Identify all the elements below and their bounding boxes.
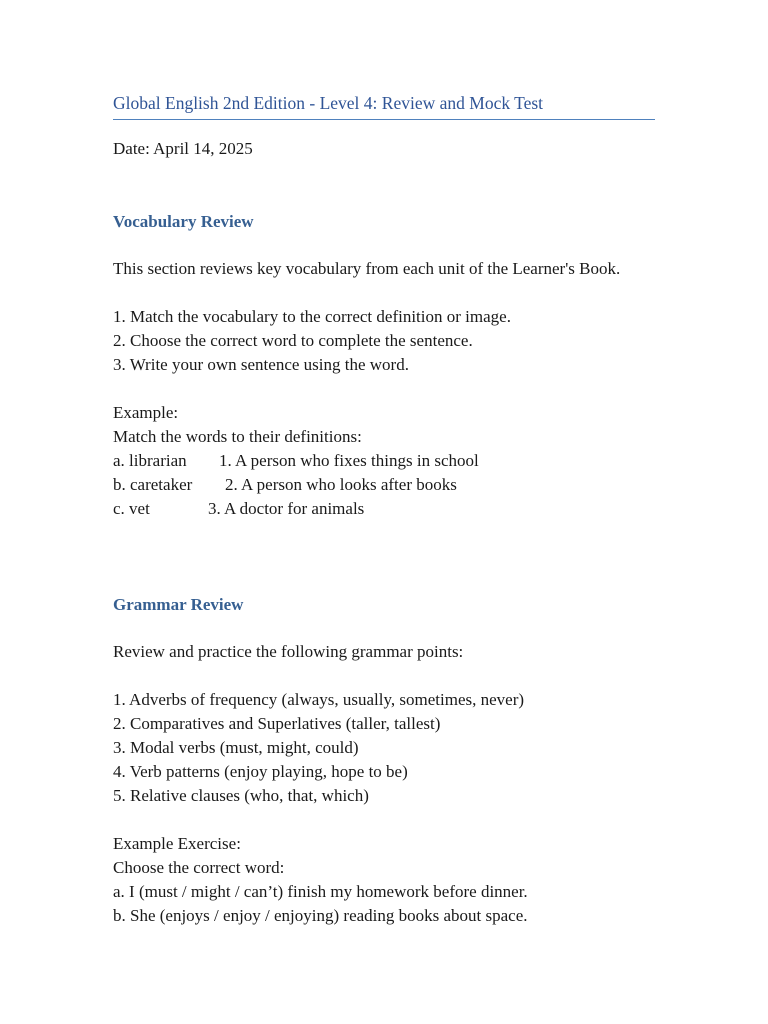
- list-item: 4. Verb patterns (enjoy playing, hope to be): [113, 762, 408, 781]
- example-label: Example Exercise:: [113, 834, 241, 853]
- list-item: 1. Match the vocabulary to the correct definition or image.: [113, 307, 511, 326]
- example-label: Example:: [113, 403, 179, 422]
- document-title: Global English 2nd Edition - Level 4: Review and Mock Test: [113, 90, 655, 120]
- grammar-review-heading: Grammar Review: [113, 595, 244, 614]
- list-item: 3. Modal verbs (must, might, could): [113, 738, 359, 757]
- exercise-item: a. I (must / might / can’t) finish my homework before dinner.: [113, 882, 528, 901]
- match-definition: 3. A doctor for animals: [208, 499, 365, 518]
- match-definition: 2. A person who looks after books: [225, 475, 457, 494]
- match-definition: 1. A person who fixes things in school: [219, 451, 479, 470]
- match-row: [113, 473, 655, 497]
- document-page: [113, 90, 655, 928]
- grammar-intro: Review and practice the following grammar points:: [113, 642, 464, 661]
- list-item: 5. Relative clauses (who, that, which): [113, 786, 369, 805]
- match-row: [113, 449, 655, 473]
- list-item: 1. Adverbs of frequency (always, usually, sometimes, never): [113, 690, 525, 709]
- grammar-example: [113, 832, 655, 928]
- match-word: c. vet: [113, 499, 150, 518]
- match-row: [113, 497, 655, 521]
- vocabulary-review-heading: Vocabulary Review: [113, 212, 254, 231]
- match-word: b. caretaker: [113, 475, 193, 494]
- match-word: a. librarian: [113, 451, 187, 470]
- example-instruction: Choose the correct word:: [113, 858, 285, 877]
- list-item: 3. Write your own sentence using the word.: [113, 355, 409, 374]
- document-date: Date: April 14, 2025: [113, 139, 253, 158]
- vocabulary-task-list: [113, 305, 655, 377]
- grammar-point-list: [113, 688, 655, 808]
- exercise-item: b. She (enjoys / enjoy / enjoying) reading books about space.: [113, 906, 528, 925]
- example-instruction: Match the words to their definitions:: [113, 427, 362, 446]
- vocabulary-intro: This section reviews key vocabulary from each unit of the Learner's Book.: [113, 259, 621, 278]
- vocabulary-example: [113, 401, 655, 521]
- list-item: 2. Choose the correct word to complete the sentence.: [113, 331, 473, 350]
- list-item: 2. Comparatives and Superlatives (taller, tallest): [113, 714, 441, 733]
